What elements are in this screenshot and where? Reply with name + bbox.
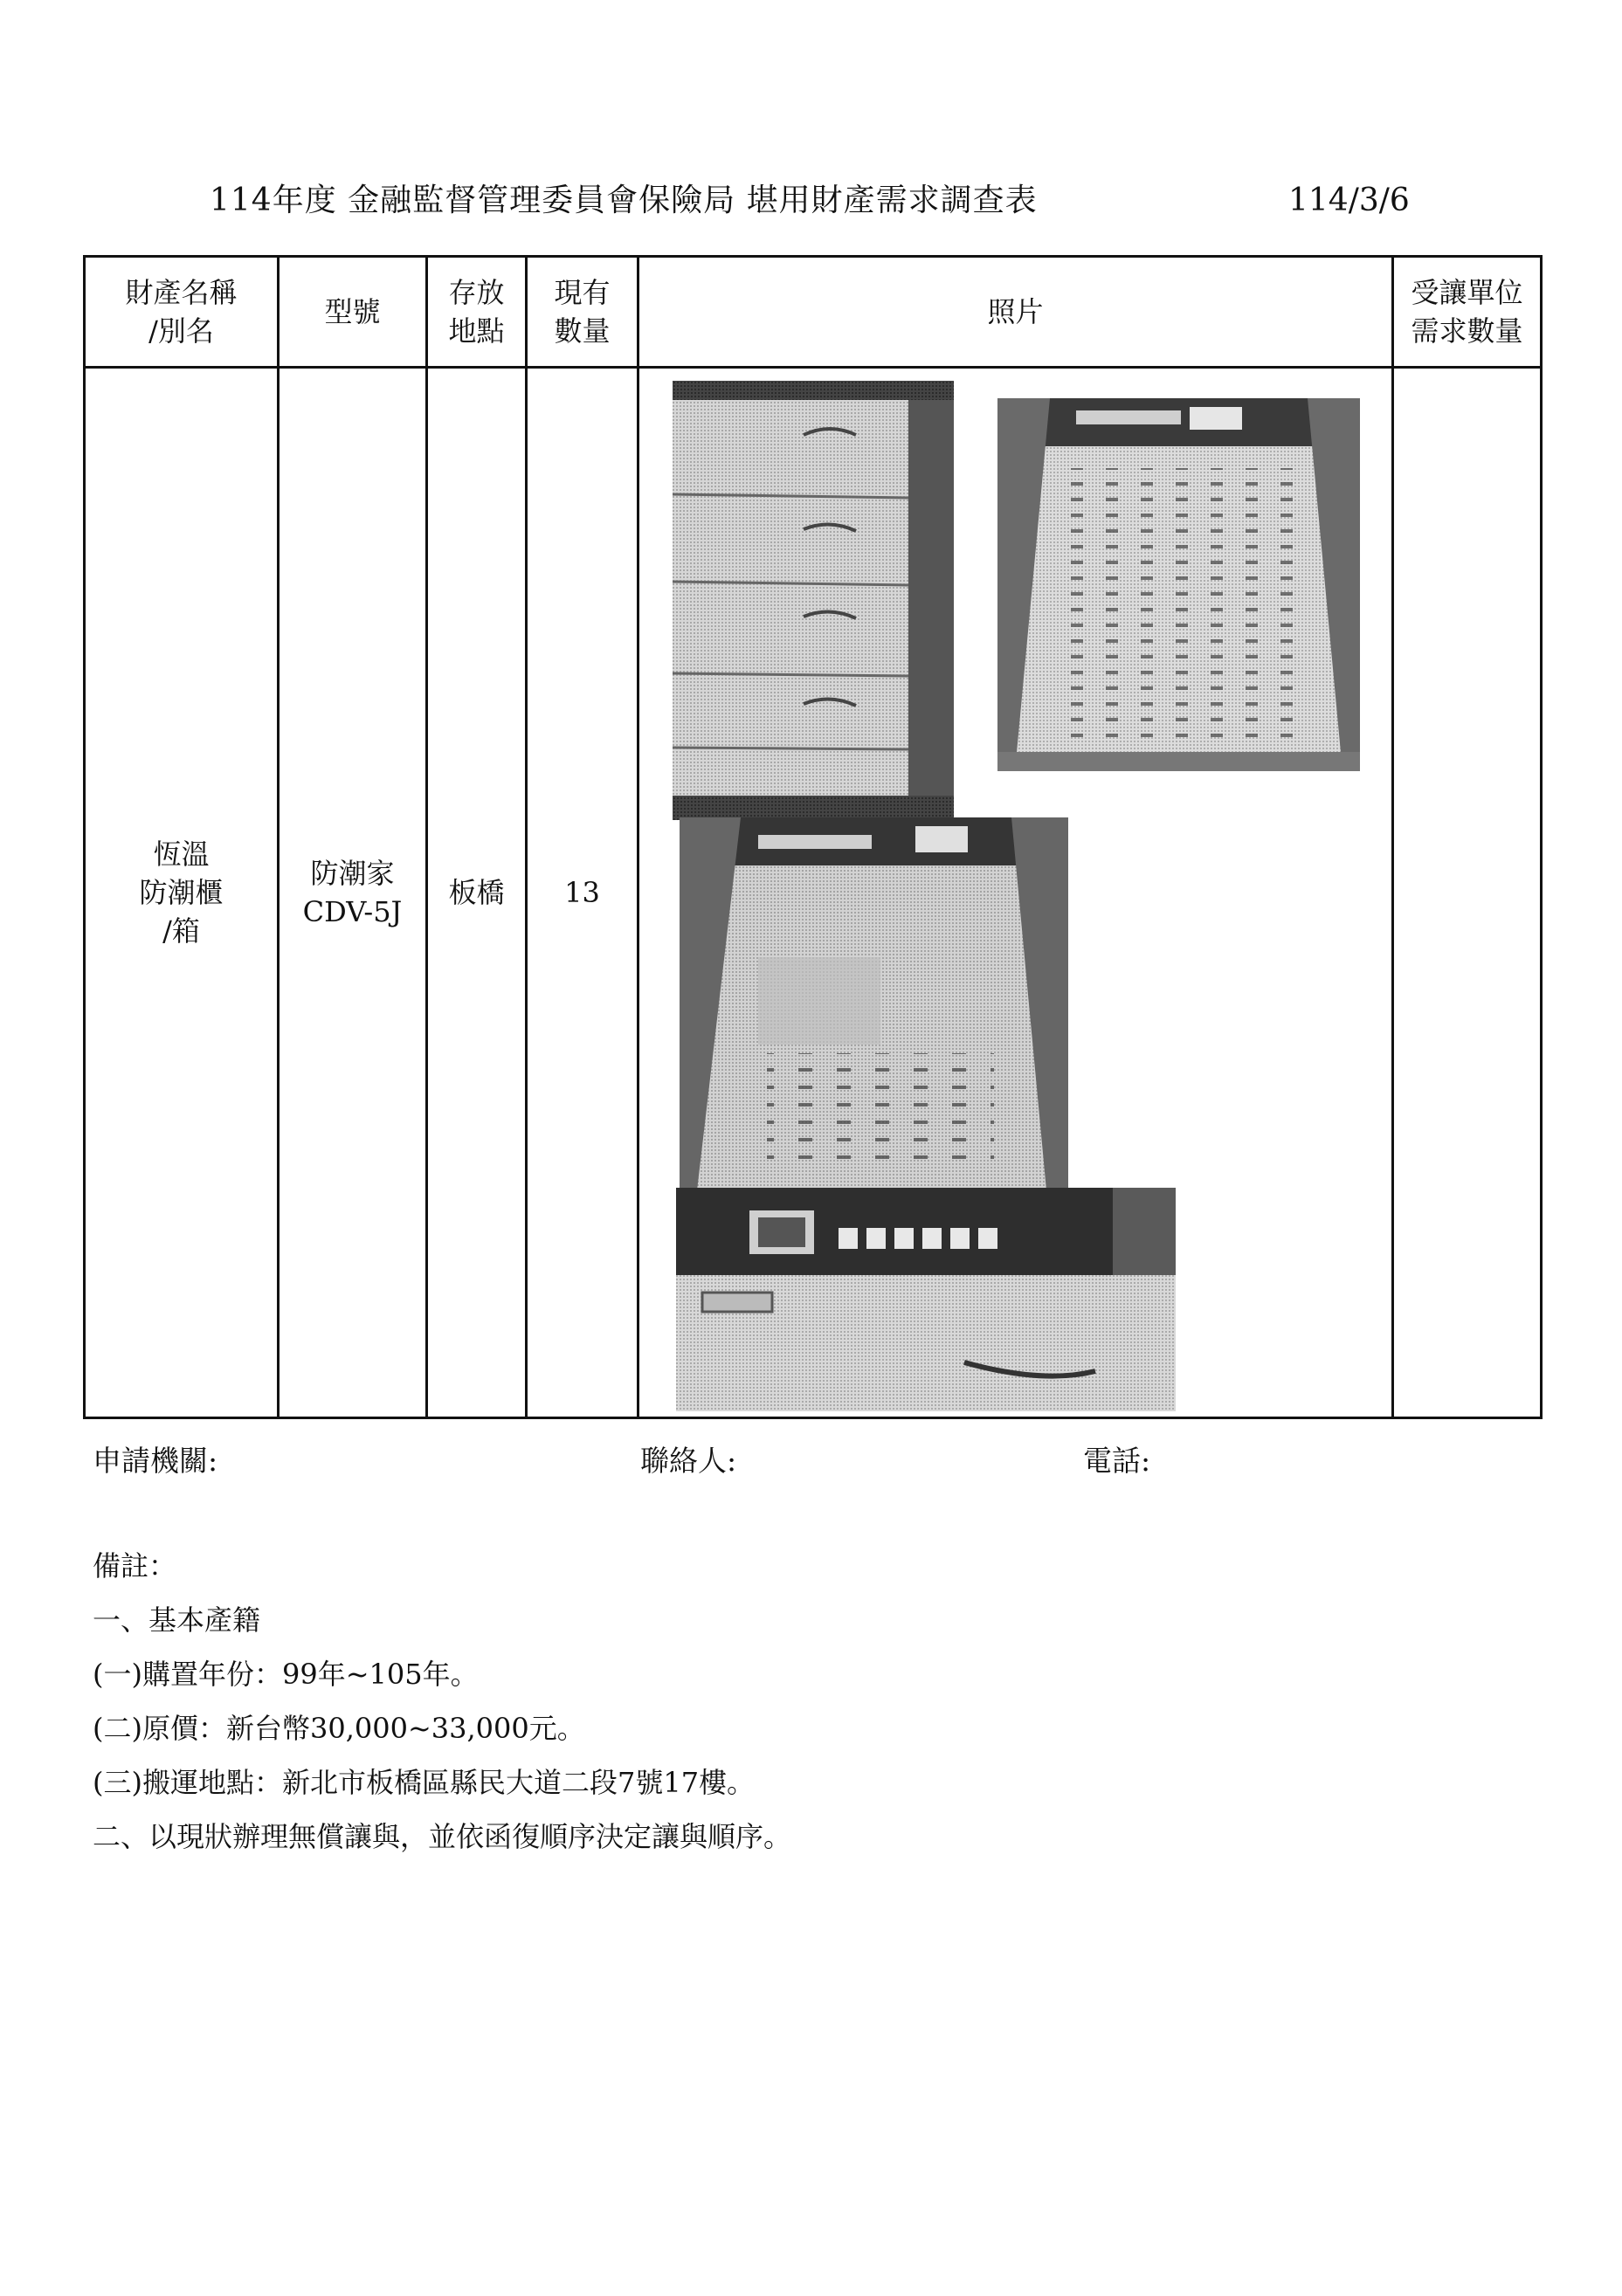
- photo-collage: [640, 369, 1391, 1417]
- cabinet-interior-image: [997, 398, 1360, 771]
- control-panel-photo: [676, 1188, 1176, 1411]
- cabinet-interior-image-2: [680, 817, 1068, 1190]
- document-date: 114/3/6: [1288, 183, 1410, 218]
- cell-property-name: 恆溫 防潮櫃 /箱: [85, 368, 279, 1418]
- cabinet-front-photo: [673, 381, 954, 820]
- note-line: (二)原價：新台幣30,000~33,000元。: [93, 1712, 585, 1745]
- note-line: 二、以現狀辦理無償讓與，並依函復順序決定讓與順序。: [93, 1820, 792, 1853]
- cell-photos: [638, 368, 1393, 1418]
- cell-demand: [1393, 368, 1542, 1418]
- cell-location: 板橋: [427, 368, 527, 1418]
- note-line: 一、基本產籍: [93, 1603, 261, 1637]
- cabinet-interior-photo-2: [680, 817, 1068, 1190]
- cell-quantity: 13: [527, 368, 638, 1418]
- header-location: 存放 地點: [427, 257, 527, 368]
- cell-model: 防潮家 CDV-5J: [279, 368, 427, 1418]
- header-property-name: 財產名稱 /別名: [85, 257, 279, 368]
- control-panel-image: [676, 1188, 1176, 1411]
- table-row: [85, 368, 1542, 1418]
- header-photo: 照片: [638, 257, 1393, 368]
- document-header: [0, 176, 1622, 225]
- property-survey-table: [83, 255, 1543, 1419]
- table-header-row: [85, 257, 1542, 368]
- document-title: 114年度 金融監督管理委員會保險局 堪用財產需求調查表: [210, 183, 1038, 218]
- cabinet-front-image: [673, 381, 954, 820]
- note-line: (三)搬運地點：新北市板橋區縣民大道二段7號17樓。: [93, 1766, 756, 1799]
- notes-section: [93, 1539, 791, 1864]
- cabinet-interior-photo: [997, 398, 1360, 771]
- applicant-info-line: [0, 1439, 1622, 1483]
- agency-label: 申請機關:: [93, 1444, 218, 1478]
- header-demand: 受讓單位 需求數量: [1393, 257, 1542, 368]
- header-model: 型號: [279, 257, 427, 368]
- header-quantity: 現有 數量: [527, 257, 638, 368]
- phone-label: 電話:: [1083, 1444, 1151, 1478]
- notes-heading: 備註：: [93, 1549, 177, 1582]
- contact-label: 聯絡人:: [640, 1444, 737, 1478]
- note-line: (一)購置年份：99年~105年。: [93, 1658, 479, 1691]
